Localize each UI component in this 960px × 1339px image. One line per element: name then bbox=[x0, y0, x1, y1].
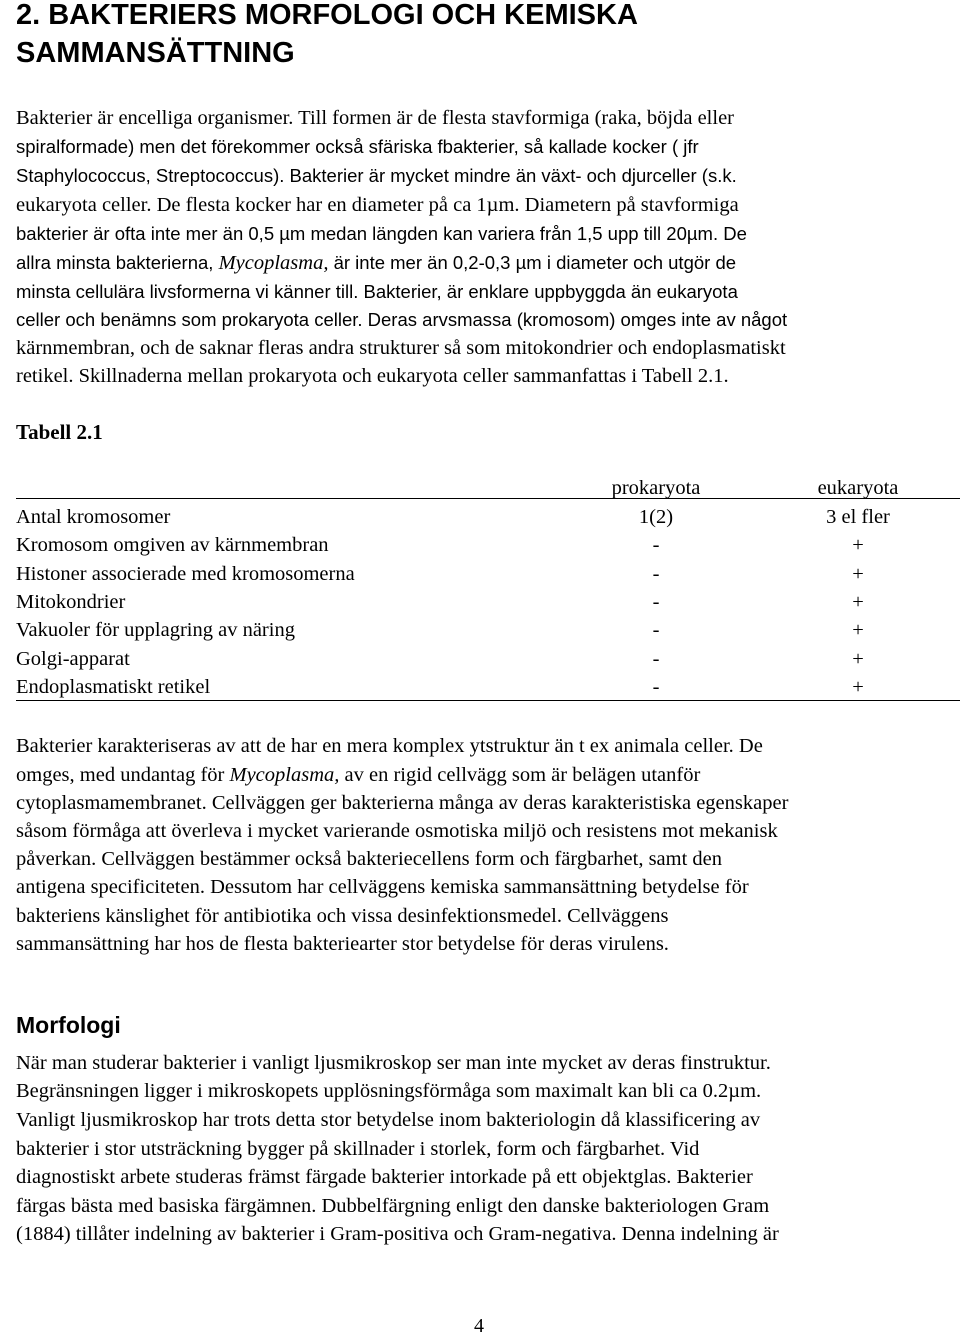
table-cell: + bbox=[852, 676, 864, 698]
intro-line: retikel. Skillnaderna mellan prokaryota och eukaryota celler sammanfattas i Tabell 2.1. bbox=[16, 365, 729, 387]
paragraph-line: sammansättning har hos de flesta bakteriearter stor betydelse för deras virulens. bbox=[16, 933, 669, 955]
page-number: 4 bbox=[474, 1315, 484, 1337]
table-cell: - bbox=[652, 563, 660, 585]
paragraph-line: påverkan. Cellväggen bestämmer också bakteriecellens form och färgbarhet, samt den bbox=[16, 848, 723, 870]
paragraph-line: färgas bästa med basiska färgämnen. Dubbelfärgning enligt den danske bakteriologen Gram bbox=[16, 1195, 770, 1217]
intro-line: spiralformade) men det förekommer också sfäriska fbakterier, så kallade kocker ( jfr bbox=[16, 136, 699, 157]
table-cell: - bbox=[652, 648, 660, 670]
table-cell: - bbox=[652, 534, 660, 556]
paragraph-line: antigena specificiteten. Dessutom har cellväggens kemiska sammansättning betydelse för bbox=[16, 876, 749, 898]
paragraph-line bbox=[16, 761, 700, 789]
table-row bbox=[16, 531, 960, 559]
paragraph-line: cytoplasmamembranet. Cellväggen ger bakterierna många av deras karakteristiska egenskaper bbox=[16, 792, 789, 814]
intro-line: kärnmembran, och de saknar fleras andra strukturer så som mitokondrier och endoplasmatiskt bbox=[16, 337, 786, 359]
text-span: omges, med undantag för bbox=[16, 764, 230, 786]
table-cell: + bbox=[852, 591, 864, 613]
italic-term-mycoplasma: Mycoplasma, bbox=[218, 252, 329, 274]
paragraph-line: Vanligt ljusmikroskop har trots detta stor betydelse inom bakteriologin då klassificering av bbox=[16, 1109, 761, 1131]
table-cell: + bbox=[852, 563, 864, 585]
table-cell: 3 el fler bbox=[826, 506, 890, 528]
text-span: allra minsta bakterierna, bbox=[16, 252, 219, 273]
table-row bbox=[16, 560, 960, 588]
text-span: är inte mer än 0,2-0,3 µm i diameter och utgör de bbox=[328, 252, 737, 273]
table-row bbox=[16, 616, 960, 644]
table-row bbox=[16, 588, 960, 616]
text-span: av en rigid cellvägg som är belägen utanför bbox=[339, 764, 701, 786]
table-cell: + bbox=[852, 619, 864, 641]
intro-line: bakterier är ofta inte mer än 0,5 µm medan längden kan variera från 1,5 upp till 20µm. De bbox=[16, 223, 747, 244]
intro-line: Bakterier är encelliga organismer. Till formen är de flesta stavformiga (raka, böjda eller bbox=[16, 107, 735, 129]
table-cell: Mitokondrier bbox=[16, 591, 126, 613]
table-row bbox=[16, 673, 960, 701]
chapter-heading-line-1: 2. BAKTERIERS MORFOLOGI OCH KEMISKA bbox=[16, 0, 638, 31]
table-cell: Endoplasmatiskt retikel bbox=[16, 676, 211, 698]
table-cell: + bbox=[852, 648, 864, 670]
table-cell: - bbox=[652, 676, 660, 698]
table-cell: - bbox=[652, 591, 660, 613]
paragraph-line: såsom förmåga att överleva i mycket varierande osmotiska miljö och resistens mot mekanisk bbox=[16, 820, 778, 842]
table-bottom-rule bbox=[16, 700, 960, 701]
paragraph-line: (1884) tillåter indelning av bakterier i Gram-positiva och Gram-negativa. Denna indelning är bbox=[16, 1223, 779, 1245]
intro-line: Staphylococcus, Streptococcus). Bakterier är mycket mindre än växt- och djurceller (s.k. bbox=[16, 165, 737, 186]
paragraph-line: bakteriens känslighet för antibiotika och vissa desinfektionsmedel. Cellväggens bbox=[16, 905, 669, 927]
section-heading-morfologi: Morfologi bbox=[16, 1012, 121, 1038]
table-cell: Antal kromosomer bbox=[16, 506, 171, 528]
intro-line: eukaryota celler. De flesta kocker har en diameter på ca 1µm. Diametern på stavformiga bbox=[16, 194, 739, 216]
paragraph-line: diagnostiskt arbete studeras främst färgade bakterier intorkade på ett objektglas. Bakterier bbox=[16, 1166, 753, 1188]
table-header-cell: eukaryota bbox=[817, 477, 899, 499]
chapter-heading-line-2: SAMMANSÄTTNING bbox=[16, 37, 295, 69]
table-header-cell: prokaryota bbox=[611, 477, 701, 499]
table-row bbox=[16, 645, 960, 673]
table-cell: Histoner associerade med kromosomerna bbox=[16, 563, 355, 585]
table-title: Tabell 2.1 bbox=[16, 420, 103, 444]
paragraph-line: Begränsningen ligger i mikroskopets upplösningsförmåga som maximalt kan bli ca 0.2µm. bbox=[16, 1080, 762, 1102]
paragraph-line: När man studerar bakterier i vanligt ljusmikroskop ser man inte mycket av deras finstruktur. bbox=[16, 1052, 771, 1074]
table-cell: Golgi-apparat bbox=[16, 648, 130, 670]
table-cell: - bbox=[652, 619, 660, 641]
chapter-heading bbox=[16, 0, 946, 72]
intro-line: celler och benämns som prokaryota celler. Deras arvsmassa (kromosom) omges inte av något bbox=[16, 309, 788, 330]
table-cell: 1(2) bbox=[638, 506, 674, 528]
intro-line bbox=[16, 249, 736, 277]
paragraph-line: Bakterier karakteriseras av att de har en mera komplex ytstruktur än t ex animala celler. De bbox=[16, 735, 763, 757]
table-header-row bbox=[16, 474, 960, 502]
table-cell: Vakuoler för upplagring av näring bbox=[16, 619, 295, 641]
intro-line: minsta cellulära livsformerna vi känner till. Bakterier, är enklare uppbyggda än eukaryota bbox=[16, 281, 738, 302]
italic-term-mycoplasma: Mycoplasma, bbox=[229, 764, 340, 786]
paragraph-line: bakterier i stor utsträckning bygger på skillnader i storlek, form och färgbarhet. Vid bbox=[16, 1138, 700, 1160]
table-row bbox=[16, 503, 960, 531]
table-cell: Kromosom omgiven av kärnmembran bbox=[16, 534, 329, 556]
table-cell: + bbox=[852, 534, 864, 556]
